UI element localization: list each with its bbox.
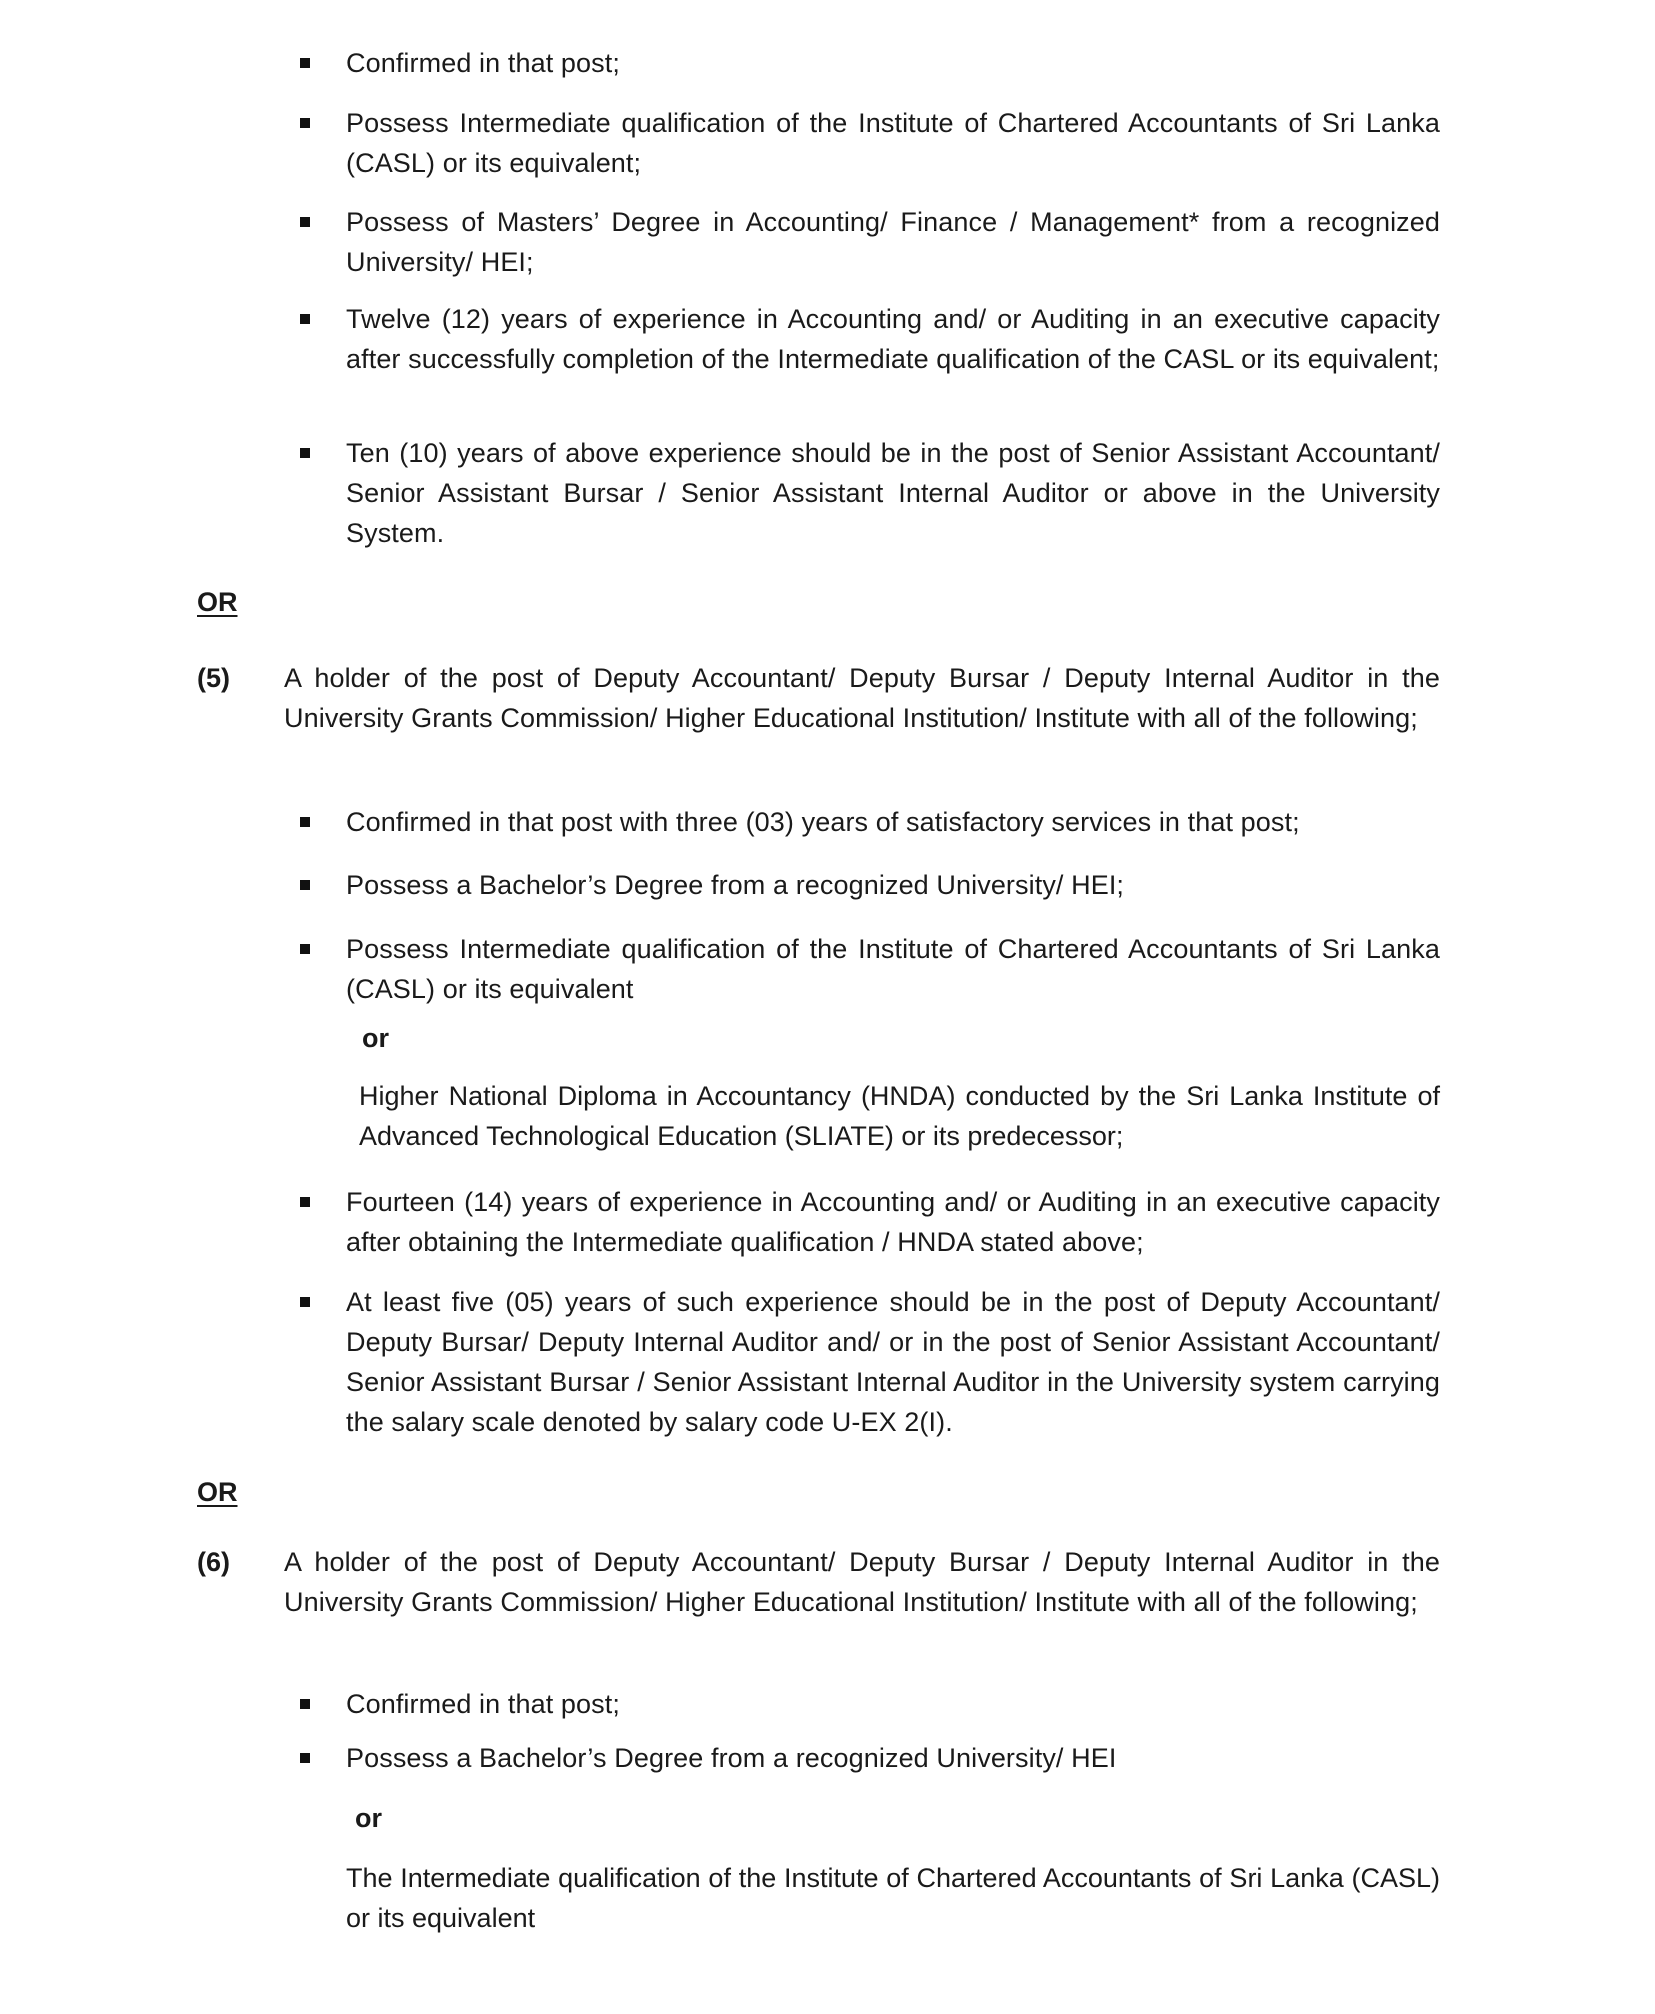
- bullet-marker: [300, 1197, 310, 1207]
- bullet-marker: [300, 817, 310, 827]
- or-heading: OR: [197, 587, 238, 617]
- list-item: Possess a Bachelor’s Degree from a recognized University/ HEI;: [346, 870, 1125, 900]
- bullet-marker: [300, 1753, 310, 1763]
- list-item: At least five (05) years of such experience should be in the post of Deputy Accountant/ Deputy Bursar/ Deputy Internal Auditor and/ or in the post of Senior Assistant Accountant/ Senior Assistant Bursar / Senior Assistant Internal Auditor in the University system carrying the salary scale denoted by salary code U-EX 2(I).: [346, 1287, 1440, 1437]
- list-item: Possess a Bachelor’s Degree from a recognized University/ HEI: [346, 1743, 1117, 1773]
- list-item: Possess of Masters’ Degree in Accounting/ Finance / Management* from a recognized University/ HEI;: [346, 207, 1440, 277]
- section-intro: A holder of the post of Deputy Accountant/ Deputy Bursar / Deputy Internal Auditor in the University Grants Commission/ Higher Educational Institution/ Institute with all of the following;: [284, 663, 1440, 733]
- alternative-qualification: The Intermediate qualification of the Institute of Chartered Accountants of Sri Lanka (CASL) or its equivalent: [346, 1863, 1440, 1933]
- bullet-marker: [300, 1699, 310, 1709]
- alternative-qualification: Higher National Diploma in Accountancy (HNDA) conducted by the Sri Lanka Institute of Advanced Technological Education (SLIATE) or its predecessor;: [359, 1081, 1440, 1151]
- section-number: (5): [197, 663, 230, 693]
- bullet-marker: [300, 944, 310, 954]
- section-intro: A holder of the post of Deputy Accountant/ Deputy Bursar / Deputy Internal Auditor in the University Grants Commission/ Higher Educational Institution/ Institute with all of the following;: [284, 1547, 1440, 1617]
- bullet-marker: [300, 217, 310, 227]
- alternative-or: or: [362, 1023, 389, 1053]
- section-number: (6): [197, 1547, 230, 1577]
- list-item: Confirmed in that post;: [346, 48, 620, 78]
- list-item: Confirmed in that post with three (03) years of satisfactory services in that post;: [346, 807, 1300, 837]
- list-item: Confirmed in that post;: [346, 1689, 620, 1719]
- bullet-marker: [300, 880, 310, 890]
- bullet-marker: [300, 448, 310, 458]
- list-item: Possess Intermediate qualification of the Institute of Chartered Accountants of Sri Lanka (CASL) or its equivalent;: [346, 108, 1440, 178]
- bullet-marker: [300, 58, 310, 68]
- bullet-marker: [300, 118, 310, 128]
- list-item: Fourteen (14) years of experience in Accounting and/ or Auditing in an executive capacity after obtaining the Intermediate qualification / HNDA stated above;: [346, 1187, 1440, 1257]
- alternative-or: or: [355, 1803, 382, 1833]
- list-item: Twelve (12) years of experience in Accounting and/ or Auditing in an executive capacity after successfully completion of the Intermediate qualification of the CASL or its equivalent;: [346, 304, 1440, 374]
- list-item: Ten (10) years of above experience should be in the post of Senior Assistant Accountant/ Senior Assistant Bursar / Senior Assistant Internal Auditor or above in the University System.: [346, 438, 1440, 548]
- or-heading: OR: [197, 1477, 238, 1507]
- list-item: Possess Intermediate qualification of the Institute of Chartered Accountants of Sri Lanka (CASL) or its equivalent: [346, 934, 1440, 1004]
- bullet-marker: [300, 1297, 310, 1307]
- bullet-marker: [300, 314, 310, 324]
